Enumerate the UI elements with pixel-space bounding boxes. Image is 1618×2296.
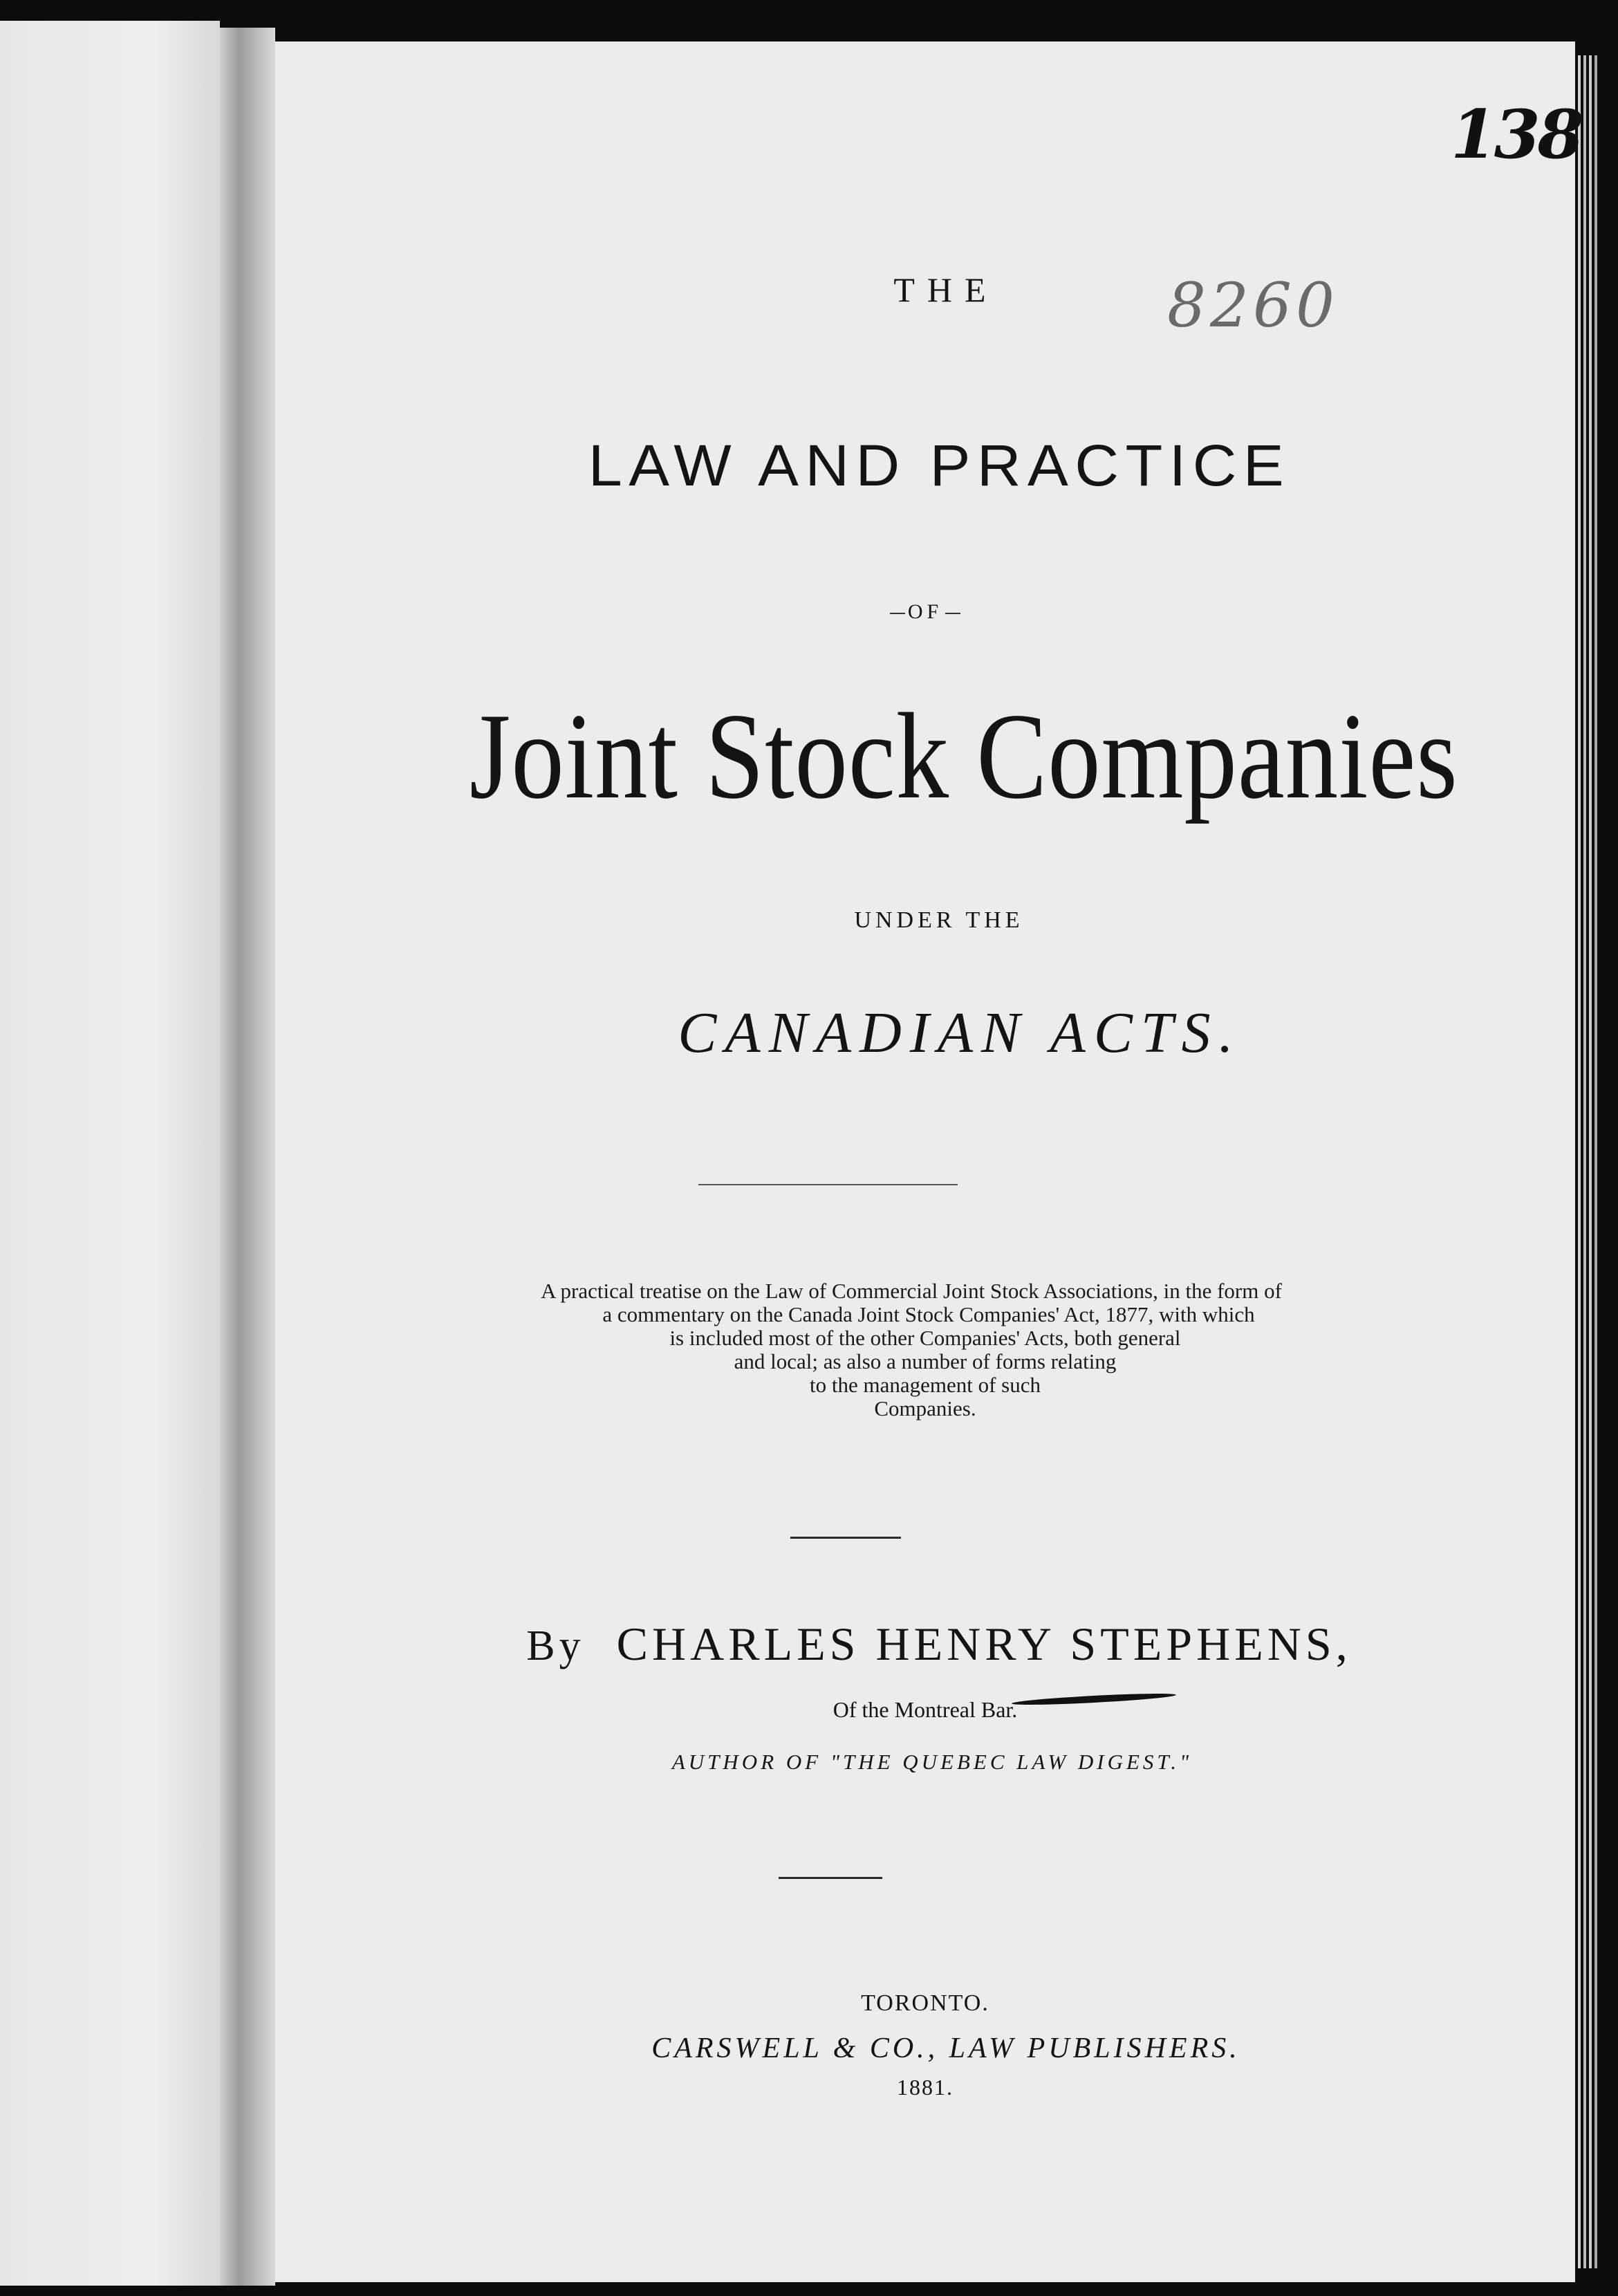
- title-of: [275, 600, 1575, 624]
- description-line: to the management of such: [809, 1373, 1041, 1397]
- book-gutter: [220, 28, 275, 2286]
- description-line: A practical treatise on the Law of Commercial Joint Stock Associations, in the form of: [541, 1279, 1282, 1303]
- handwritten-shelf-mark: 8260: [1167, 270, 1339, 341]
- imprint-year: 1881.: [897, 2075, 954, 2100]
- description-line: Companies.: [874, 1396, 976, 1420]
- author-line: [275, 1617, 1589, 1672]
- title-law-and-practice: LAW AND PRACTICE: [588, 433, 1291, 498]
- page-edge: [1594, 55, 1597, 2268]
- description-line: is included most of the other Companies' Acts, both general: [669, 1326, 1181, 1350]
- imprint-publisher: CARSWELL & CO., LAW PUBLISHERS.: [651, 2033, 1240, 2064]
- description-line: and local; as also a number of forms relating: [734, 1349, 1117, 1373]
- title-page: [275, 41, 1581, 2282]
- author-by: By: [526, 1622, 585, 1669]
- title-main: Joint Stock Companies: [469, 687, 1458, 824]
- title-under-the: UNDER THE: [854, 907, 1024, 933]
- title-the: THE: [893, 270, 998, 309]
- author-credit: AUTHOR OF "THE QUEBEC LAW DIGEST.": [671, 1750, 1193, 1774]
- imprint-city: TORONTO.: [861, 1990, 989, 2016]
- divider-rule: [790, 1537, 901, 1539]
- divider-rule: [779, 1877, 882, 1879]
- title-of-text: OF: [907, 600, 943, 623]
- page-edge: [1589, 55, 1592, 2268]
- handwritten-page-number: 138: [1451, 95, 1581, 174]
- author-name: CHARLES HENRY STEPHENS,: [616, 1618, 1352, 1670]
- title-canadian-acts: CANADIAN ACTS.: [678, 1001, 1242, 1065]
- divider-rule: [698, 1184, 958, 1185]
- page-edge: [1578, 55, 1581, 2268]
- description-line: a commentary on the Canada Joint Stock Companies' Act, 1877, with which: [602, 1302, 1255, 1326]
- description-paragraph: [275, 1279, 1575, 1420]
- author-affiliation: Of the Montreal Bar.: [833, 1697, 1018, 1722]
- facing-page: [0, 21, 220, 2286]
- page-edge: [1583, 55, 1586, 2268]
